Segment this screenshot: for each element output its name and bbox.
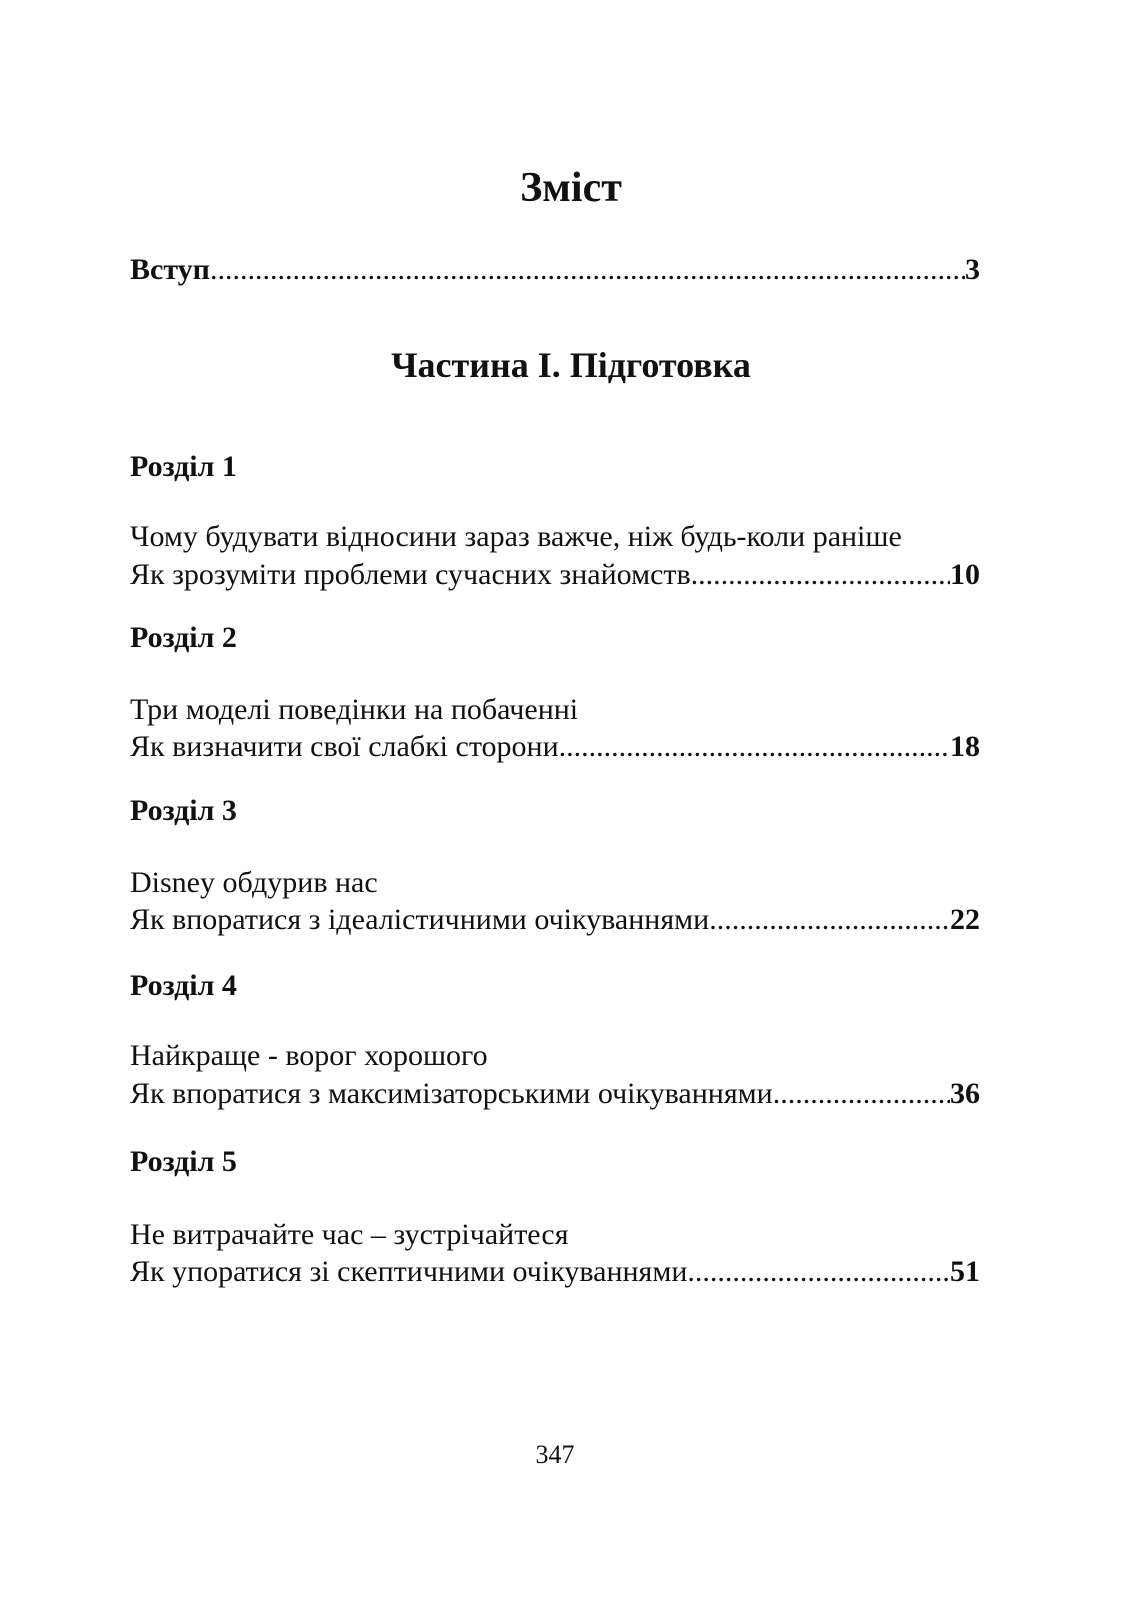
chapter-title: Чому будувати відносини зараз важче, ніж будь-коли раніше xyxy=(130,520,902,553)
dot-leader xyxy=(709,902,950,938)
chapter-subtitle: Як зрозуміти проблеми сучасних знайомств xyxy=(130,558,691,591)
toc-entry[interactable] xyxy=(130,557,980,593)
chapter-title: Не витрачайте час – зустрічайтеся xyxy=(130,1218,569,1251)
chapter-subtitle: Як впоратися з ідеалістичними очікуваннями xyxy=(130,903,710,936)
chapter-title: Найкраще - ворог хорошого xyxy=(130,1039,488,1072)
toc-page-number: 18 xyxy=(950,730,980,763)
toc-page-number: 3 xyxy=(965,253,980,286)
chapter-title: Disney обдурив нас xyxy=(130,866,378,899)
dot-leader xyxy=(691,557,950,593)
chapter-subtitle: Як упоратися зі скептичними очікуваннями xyxy=(130,1255,688,1288)
dot-leader xyxy=(773,1076,950,1112)
toc-entry[interactable] xyxy=(130,1254,980,1290)
chapter-heading: Розділ 5 xyxy=(130,1145,237,1178)
chapter-heading: Розділ 4 xyxy=(130,969,237,1002)
toc-page-number: 36 xyxy=(950,1077,980,1110)
chapter-title: Три моделі поведінки на побаченні xyxy=(130,693,579,726)
dot-leader xyxy=(210,252,965,288)
toc-entry-intro[interactable] xyxy=(130,252,980,288)
chapter-heading: Розділ 3 xyxy=(130,794,237,827)
chapter-subtitle: Як впоратися з максимізаторськими очікуваннями xyxy=(130,1077,773,1110)
toc-entry-label: Вступ xyxy=(130,253,210,286)
toc-entry[interactable] xyxy=(130,902,980,938)
dot-leader xyxy=(687,1254,950,1290)
toc-entry[interactable] xyxy=(130,729,980,765)
page-title: Зміст xyxy=(520,165,622,211)
dot-leader xyxy=(559,729,950,765)
chapter-subtitle: Як визначити свої слабкі сторони xyxy=(130,730,559,763)
part-heading: Частина І. Підготовка xyxy=(391,345,751,385)
chapter-heading: Розділ 1 xyxy=(130,450,237,483)
toc-page-number: 10 xyxy=(950,558,980,591)
chapter-heading: Розділ 2 xyxy=(130,621,237,654)
toc-entry[interactable] xyxy=(130,1076,980,1112)
toc-page-number: 22 xyxy=(950,903,980,936)
page-number: 347 xyxy=(535,1440,575,1469)
toc-page-number: 51 xyxy=(950,1255,980,1288)
